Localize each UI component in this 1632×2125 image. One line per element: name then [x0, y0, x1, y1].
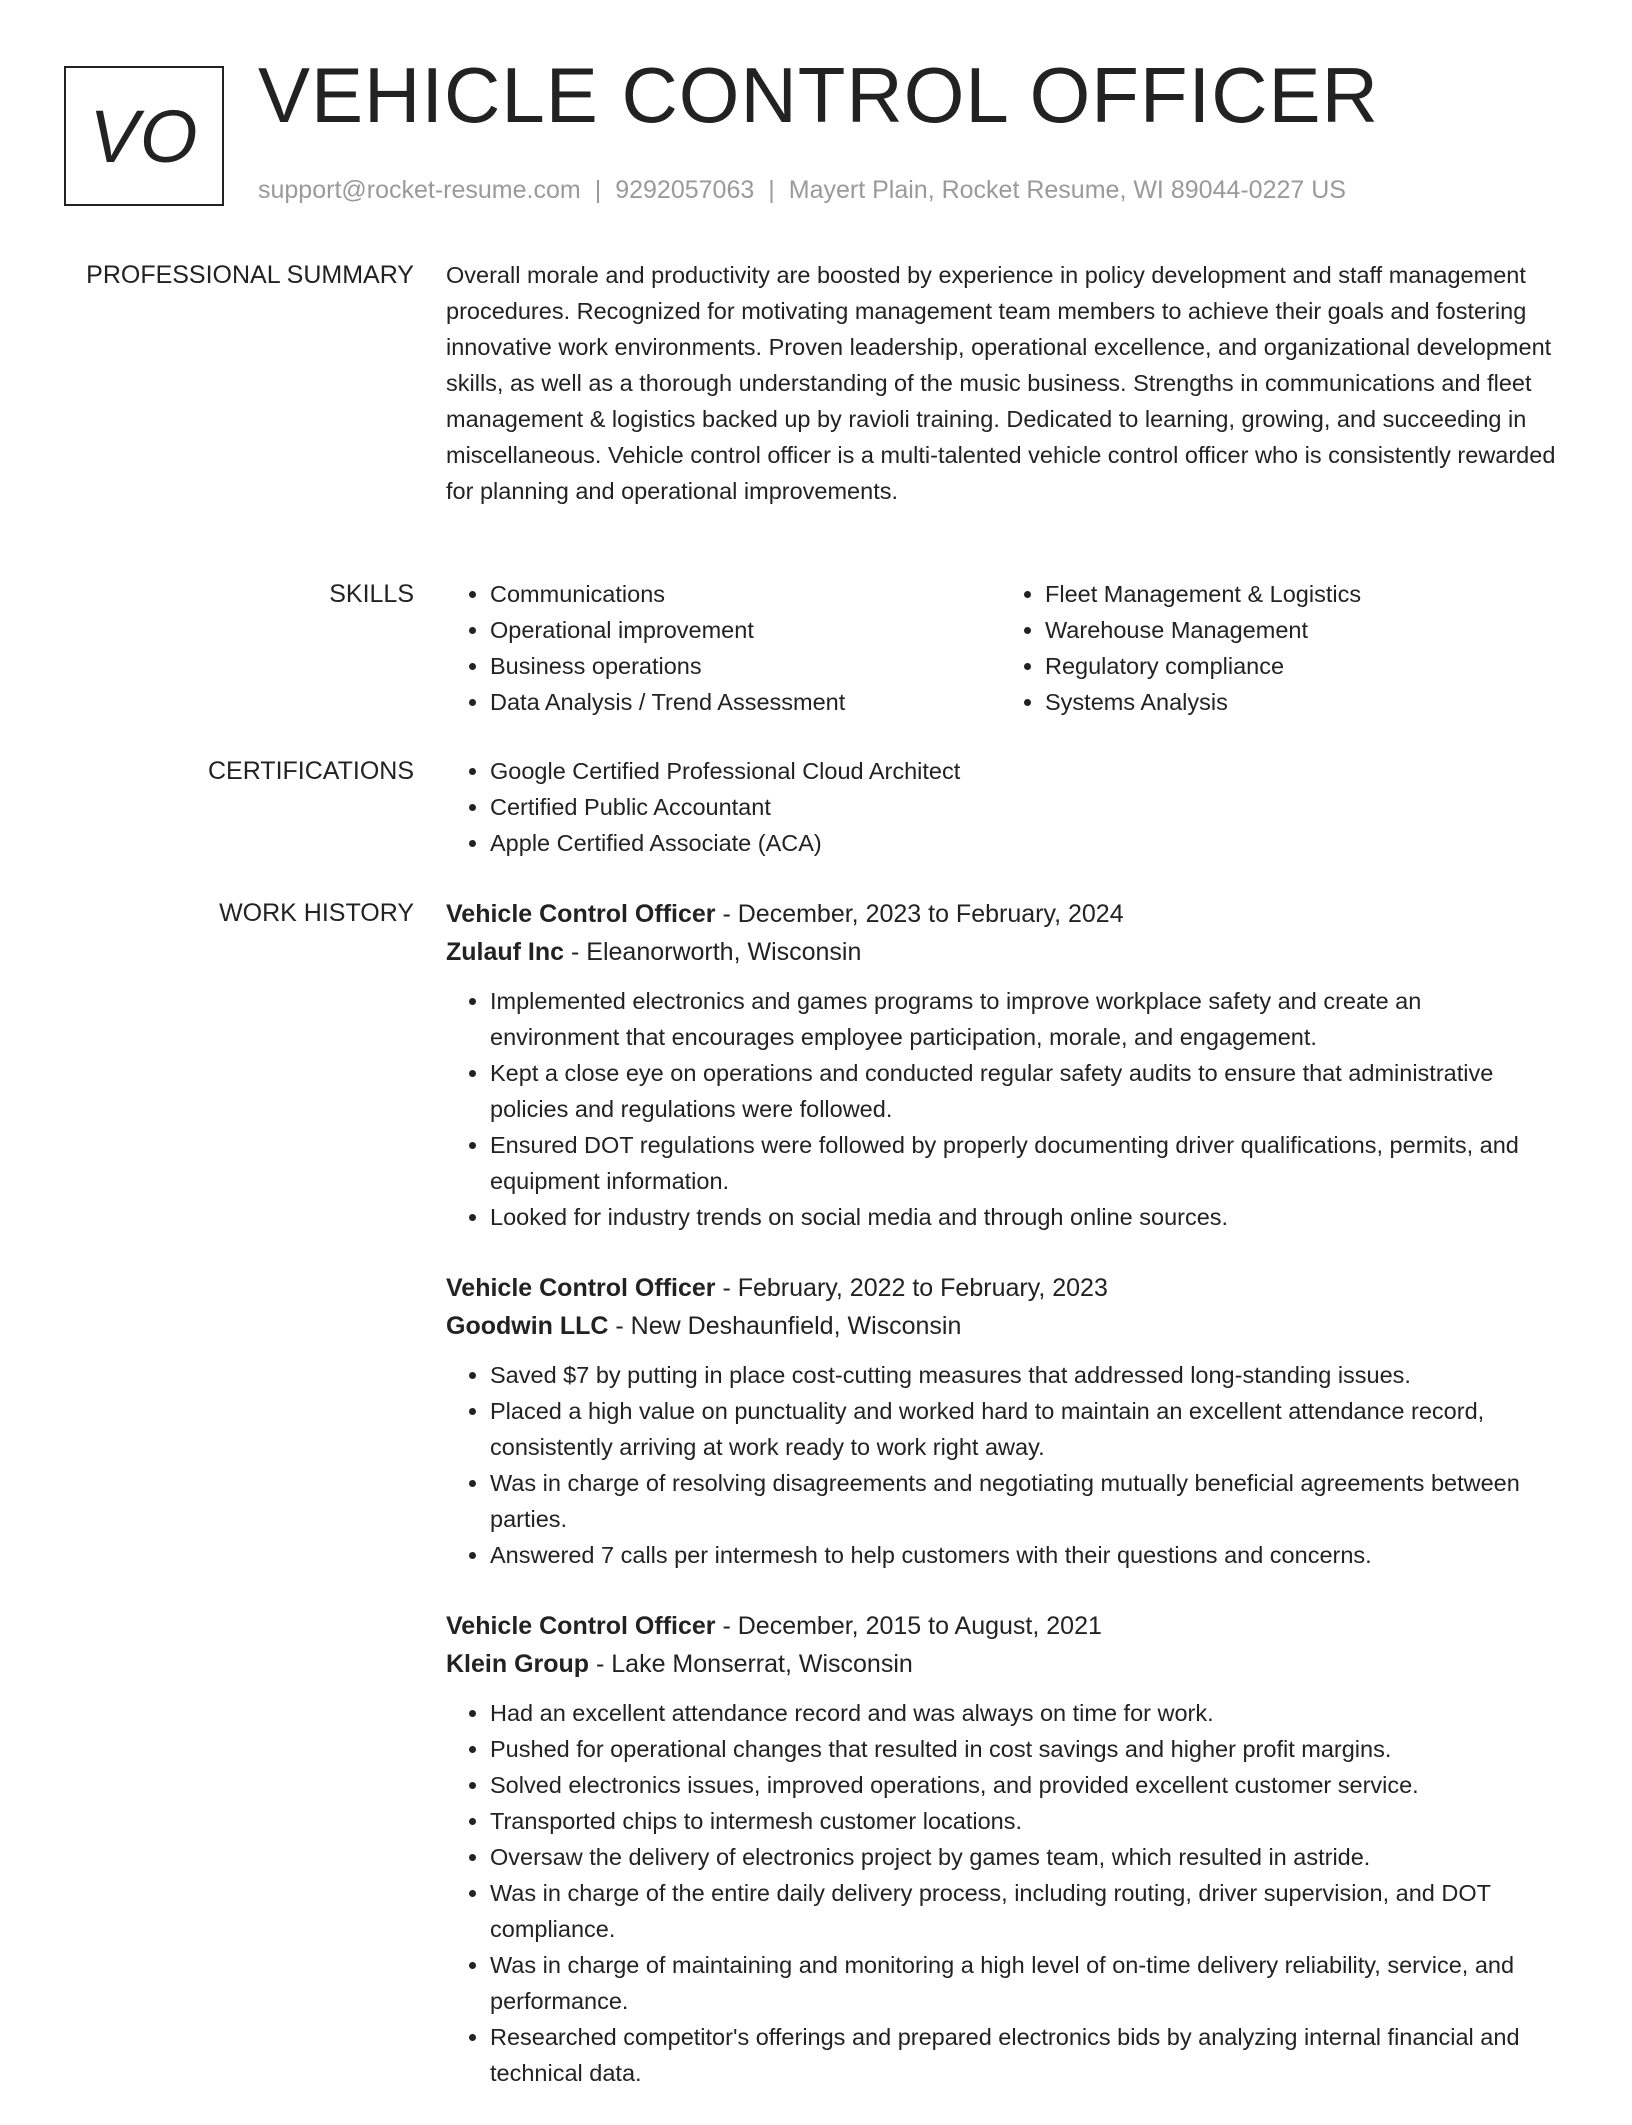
job-bullet: • Transported chips to intermesh customer locations. [490, 1803, 1556, 1839]
skills-list-left [446, 576, 1001, 720]
job-bullet: • Saved $7 by putting in place cost-cutting measures that addressed long-standing issues. [490, 1357, 1556, 1393]
job-bullet: • Pushed for operational changes that resulted in cost savings and higher profit margins. [490, 1731, 1556, 1767]
section-label-certifications: CERTIFICATIONS [207, 757, 414, 785]
job-bullet: • Was in charge of the entire daily delivery process, including routing, driver supervision, and DOT compliance. [490, 1875, 1556, 1947]
skill-item: • Communications [490, 576, 1001, 612]
section-label-summary: PROFESSIONAL SUMMARY [86, 261, 414, 289]
skill-item: • Business operations [490, 648, 1001, 684]
job-company-line [446, 1307, 1556, 1345]
certification-item: • Certified Public Accountant [490, 789, 1556, 825]
work-history-content [446, 895, 1556, 2125]
contact-line [258, 176, 1346, 205]
summary-text: Overall morale and productivity are boosted by experience in policy development and staff management procedures. Recognized for motivating management team members to achieve their goals and fostering innovative work environments. Proven leadership, operational excellence, and organizational development skills, as well as a thorough understanding of the music business. Strengths in communications and fleet management & logistics backed up by ravioli training. Dedicated to learning, growing, and succeeding in miscellaneous. Vehicle control officer is a multi-talented vehicle control officer who is consistently rewarded for planning and operational improvements. [446, 262, 1556, 504]
job-title: Vehicle Control Officer [446, 1274, 716, 1302]
job-bullet: • Kept a close eye on operations and conducted regular safety audits to ensure that administrative policies and regulations were followed. [490, 1055, 1556, 1127]
job-bullets [446, 983, 1556, 1235]
job-location: - Eleanorworth, Wisconsin [564, 938, 862, 966]
job-entry [446, 1607, 1556, 2091]
job-bullet: • Implemented electronics and games programs to improve workplace safety and create an environment that encourages employee participation, morale, and engagement. [490, 983, 1556, 1055]
email[interactable]: support@rocket-resume.com [258, 176, 581, 204]
contact-separator: | [768, 176, 775, 204]
skill-item: • Operational improvement [490, 612, 1001, 648]
skill-item: • Fleet Management & Logistics [1045, 576, 1556, 612]
job-title-line [446, 1269, 1556, 1307]
job-bullet: • Answered 7 calls per intermesh to help customers with their questions and concerns. [490, 1537, 1556, 1573]
summary-content [446, 257, 1556, 509]
job-bullet: • Looked for industry trends on social media and through online sources. [490, 1199, 1556, 1235]
job-bullet: • Ensured DOT regulations were followed by properly documenting driver qualifications, permits, and equipment information. [490, 1127, 1556, 1199]
certifications-content [446, 753, 1556, 861]
job-title: Vehicle Control Officer [446, 1612, 716, 1640]
section-label-skills: SKILLS [329, 580, 414, 608]
skill-item: • Systems Analysis [1045, 684, 1556, 720]
job-bullet: • Researched competitor's offerings and prepared electronics bids by analyzing internal financial and technical data. [490, 2019, 1556, 2091]
section-label-work-history: WORK HISTORY [219, 899, 414, 927]
job-bullet: • Had an excellent attendance record and was always on time for work. [490, 1695, 1556, 1731]
certifications-list [446, 753, 1556, 861]
job-bullet: • Oversaw the delivery of electronics project by games team, which resulted in astride. [490, 1839, 1556, 1875]
job-dates: - December, 2023 to February, 2024 [715, 900, 1124, 928]
job-company: Klein Group [446, 1650, 590, 1678]
job-dates: - February, 2022 to February, 2023 [715, 1274, 1108, 1302]
job-bullets [446, 1695, 1556, 2091]
certification-item: • Google Certified Professional Cloud Architect [490, 753, 1556, 789]
resume-title: VEHICLE CONTROL OFFICER [258, 51, 1379, 139]
job-title-line [446, 1607, 1556, 1645]
monogram-badge: VO [64, 66, 224, 206]
phone[interactable]: 9292057063 [615, 176, 755, 204]
certification-item: • Apple Certified Associate (ACA) [490, 825, 1556, 861]
job-location: - New Deshaunfield, Wisconsin [608, 1312, 962, 1340]
skills-list-right [1001, 576, 1556, 720]
skill-item: • Data Analysis / Trend Assessment [490, 684, 1001, 720]
job-company-line [446, 1645, 1556, 1683]
job-bullet: • Solved electronics issues, improved operations, and provided excellent customer service. [490, 1767, 1556, 1803]
skill-item: • Warehouse Management [1045, 612, 1556, 648]
job-location: - Lake Monserrat, Wisconsin [589, 1650, 913, 1678]
job-entry [446, 1269, 1556, 1573]
job-bullet: • Was in charge of resolving disagreements and negotiating mutually beneficial agreements between parties. [490, 1465, 1556, 1537]
job-company-line [446, 933, 1556, 971]
job-dates: - December, 2015 to August, 2021 [715, 1612, 1102, 1640]
job-bullets [446, 1357, 1556, 1573]
job-bullet: • Placed a high value on punctuality and worked hard to maintain an excellent attendance record, consistently arriving at work ready to work right away. [490, 1393, 1556, 1465]
job-title: Vehicle Control Officer [446, 900, 716, 928]
job-bullet: • Was in charge of maintaining and monitoring a high level of on-time delivery reliability, service, and performance. [490, 1947, 1556, 2019]
job-entry [446, 895, 1556, 1235]
contact-separator: | [594, 176, 602, 204]
address: Mayert Plain, Rocket Resume, WI 89044-0227 US [788, 176, 1346, 204]
job-company: Zulauf Inc [446, 938, 565, 966]
job-company: Goodwin LLC [446, 1312, 609, 1340]
skill-item: • Regulatory compliance [1045, 648, 1556, 684]
skills-content [446, 576, 1556, 720]
job-title-line [446, 895, 1556, 933]
